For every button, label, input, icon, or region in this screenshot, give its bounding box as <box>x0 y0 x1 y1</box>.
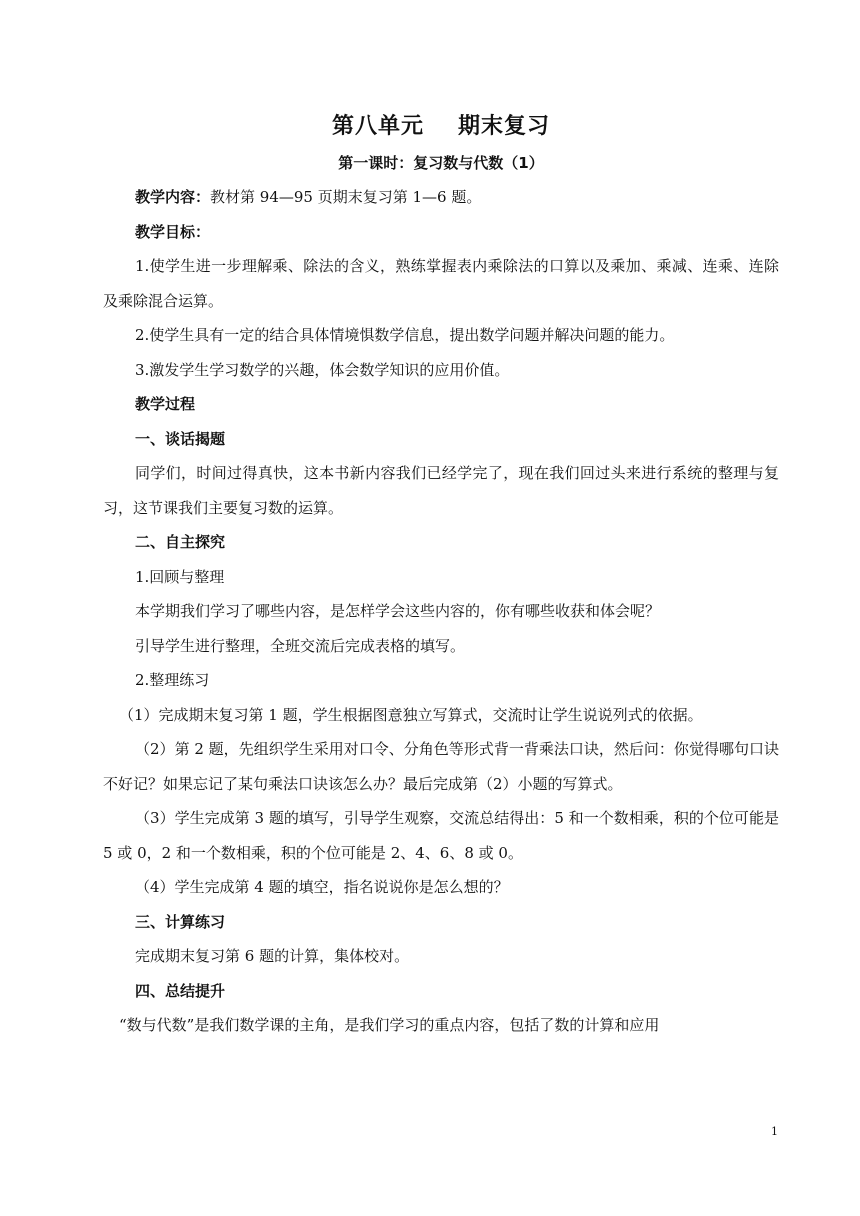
teaching-goals-label: 教学目标： <box>135 222 211 241</box>
subsection-2-1-paragraph-1: 本学期我们学习了哪些内容，是怎样学会这些内容的，你有哪些收获和体会呢？ <box>135 602 661 620</box>
lesson-subtitle: 第一课时：复习数与代数（1） <box>338 154 544 172</box>
practice-item-2: （2）第 2 题，先组织学生采用对口令、分角色等形式背一背乘法口诀，然后问：你觉得哪句口诀不好记？如果忘记了某句乘法口诀该怎么办？最后完成第（2）小题的写算式。 <box>103 740 779 793</box>
title-topic: 期末复习 <box>458 114 551 139</box>
teaching-content-text: 教材第 94—95 页期末复习第 1—6 题。 <box>210 188 482 206</box>
teaching-content-paragraph <box>103 180 779 215</box>
page-title <box>103 110 779 144</box>
process-heading: 教学过程 <box>135 395 196 413</box>
page-number: 1 <box>771 1125 778 1138</box>
goal-3: 3.激发学生学习数学的兴趣，体会数学知识的应用价值。 <box>135 360 510 379</box>
title-unit: 第八单元 <box>331 114 424 139</box>
section-3-paragraph: 完成期末复习第 6 题的计算，集体校对。 <box>135 947 410 965</box>
section-heading-2: 二、自主探究 <box>135 533 226 551</box>
subsection-heading-2-1: 1.回顾与整理 <box>135 567 225 586</box>
practice-item-3: （3）学生完成第 3 题的填写，引导学生观察，交流总结得出：5 和一个数相乘，积的个位可能是 5 或 0，2 和一个数相乘，积的个位可能是 2、4、6、8 或 0。 <box>103 809 779 862</box>
subsection-2-1-paragraph-2: 引导学生进行整理，全班交流后完成表格的填写。 <box>135 636 466 655</box>
document-body <box>103 110 779 1043</box>
section-1-paragraph: 同学们，时间过得真快，这本书新内容我们已经学完了，现在我们回过头来进行系统的整理与复习，这节课我们主要复习数的运算。 <box>103 464 779 517</box>
section-heading-1: 一、谈话揭题 <box>135 429 226 448</box>
goal-2: 2.使学生具有一定的结合具体情境惧数学信息，提出数学问题并解决问题的能力。 <box>135 326 675 344</box>
subsection-heading-2-2: 2.整理练习 <box>135 671 210 689</box>
goal-1: 1.使学生进一步理解乘、除法的含义，熟练掌握表内乘除法的口算以及乘加、乘减、连乘、连除及乘除混合运算。 <box>103 257 779 310</box>
practice-item-4: （4）学生完成第 4 题的填空，指名说说你是怎么想的？ <box>135 878 509 896</box>
teaching-content-label: 教学内容： <box>135 188 211 206</box>
section-heading-3: 三、计算练习 <box>135 912 226 931</box>
practice-item-1: （1）完成期末复习第 1 题，学生根据图意独立写算式，交流时让学生说说列式的依据。 <box>119 705 703 724</box>
section-4-paragraph: “数与代数”是我们数学课的主角，是我们学习的重点内容，包括了数的计算和应用 <box>119 1016 660 1034</box>
section-heading-4: 四、总结提升 <box>135 981 226 1000</box>
